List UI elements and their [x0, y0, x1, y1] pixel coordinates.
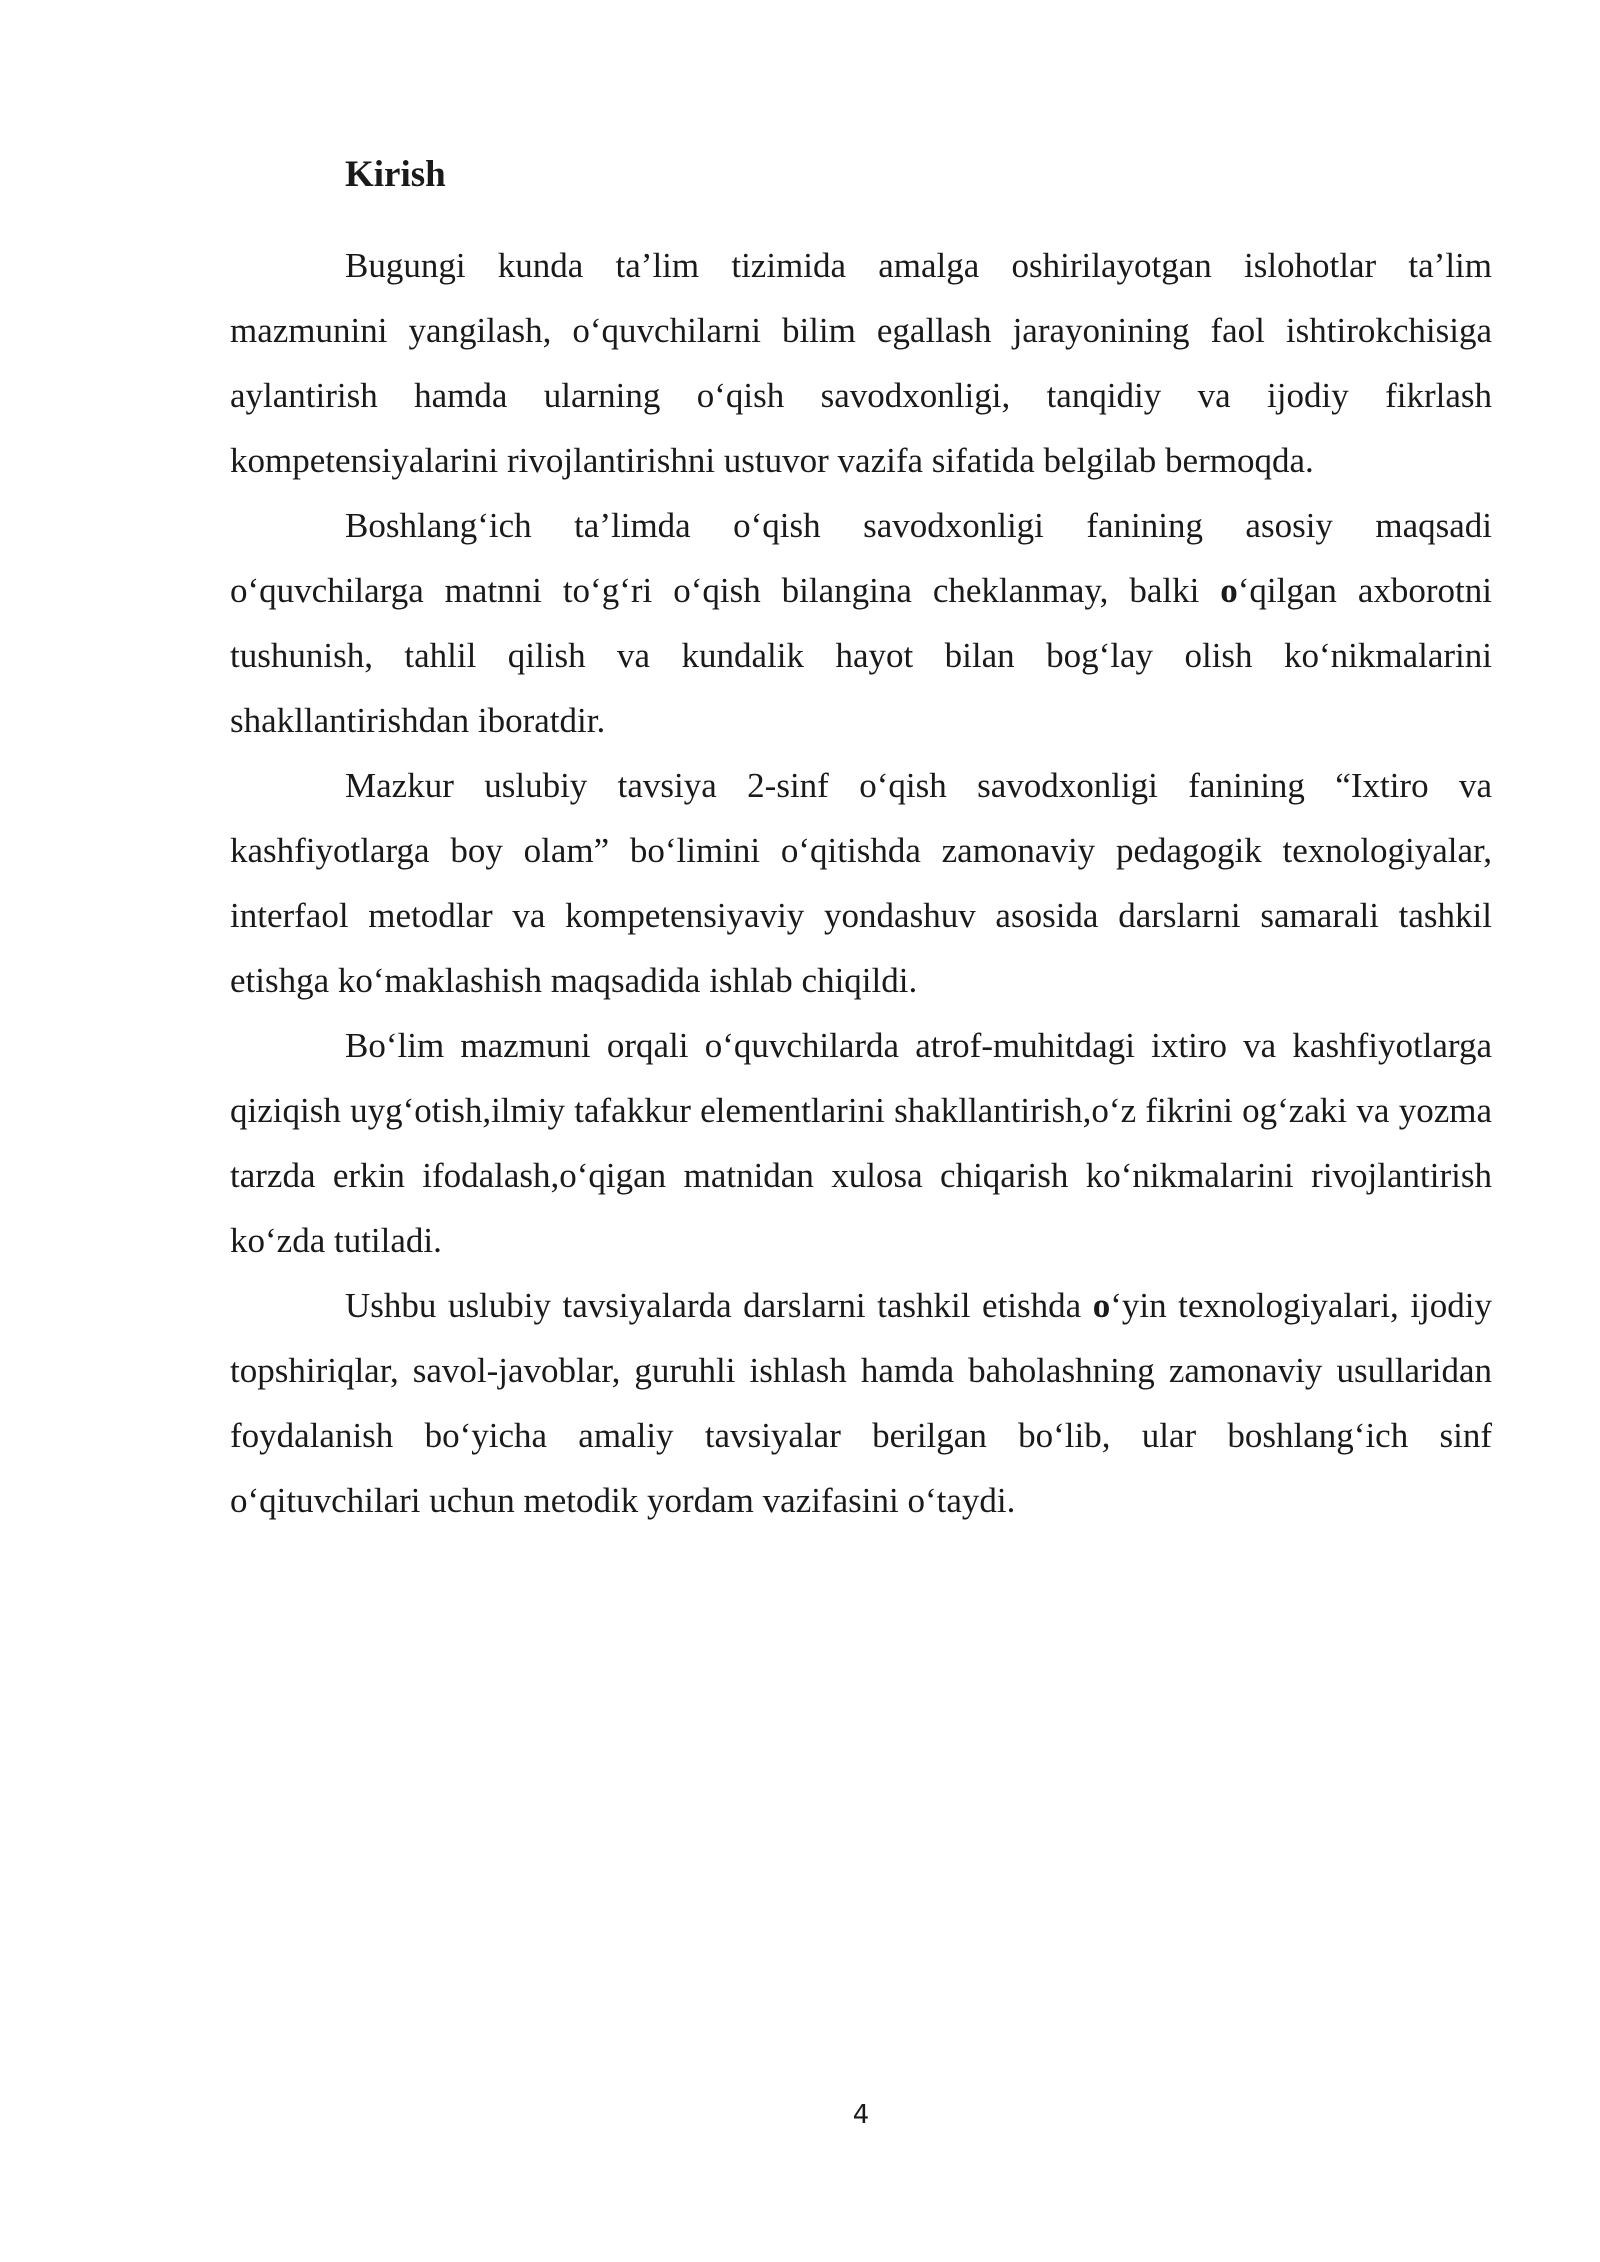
- paragraph-2-text-before: Boshlang‘ich ta’limda o‘qish savodxonligi fanining asosiy maqsadi o‘quvchilarga matnni to‘g‘ri o‘qish bilangina cheklanmay, balki: [230, 506, 1492, 610]
- paragraph-5-bold-letter: o: [1092, 1286, 1111, 1325]
- paragraph-3: [230, 753, 1492, 1013]
- page-number: 4: [852, 2100, 870, 2130]
- section-heading: Kirish: [345, 154, 446, 195]
- paragraph-1-text: Bugungi kunda ta’lim tizimida amalga oshirilayotgan islohotlar ta’lim mazmunini yangilash, o‘quvchilarni bilim egallash jarayonining faol ishtirokchisiga aylantirish hamda ularning o‘qish savodxonligi, tanqidiy va ijodiy fikrlash kompetensiyalarini rivojlantirishni ustuvor vazifa sifatida belgilab bermoqda.: [230, 246, 1492, 480]
- paragraph-5-text-after: ‘yin texnologiyalari, ijodiy topshiriqlar, savol-javoblar, guruhli ishlash hamda baholashning zamonaviy usullaridan foydalanish bo‘yicha amaliy tavsiyalar berilgan bo‘lib, ular boshlang‘ich sinf o‘qituvchilari uchun metodik yordam vazifasini o‘taydi.: [230, 1286, 1493, 1520]
- page-content: [230, 145, 1492, 1533]
- paragraph-2-text-after: ‘qilgan axborotni tushunish, tahlil qilish va kundalik hayot bilan bog‘lay olish ko‘nikmalarini shakllantirishdan iboratdir.: [230, 571, 1493, 740]
- paragraph-3-text: Mazkur uslubiy tavsiya 2-sinf o‘qish savodxonligi fanining “Ixtiro va kashfiyotlarga boy olam” bo‘limini o‘qitishda zamonaviy pedagogik texnologiyalar, interfaol metodlar va kompetensiyaviy yondashuv asosida darslarni samarali tashkil etishga ko‘maklashish maqsadida ishlab chiqildi.: [230, 766, 1492, 1000]
- paragraph-5: [230, 1273, 1492, 1533]
- paragraph-1: [230, 233, 1492, 493]
- paragraph-5-text-before: Ushbu uslubiy tavsiyalarda darslarni tashkil etishda: [345, 1286, 1093, 1325]
- paragraph-2: [230, 493, 1492, 753]
- paragraph-4: [230, 1013, 1492, 1273]
- paragraph-4-text: Bo‘lim mazmuni orqali o‘quvchilarda atrof-muhitdagi ixtiro va kashfiyotlarga qiziqish uyg‘otish,ilmiy tafakkur elementlarini shakllantirish,o‘z fikrini og‘zaki va yozma tarzda erkin ifodalash,o‘qigan matnidan xulosa chiqarish ko‘nikmalarini rivojlantirish ko‘zda tutiladi.: [230, 1026, 1492, 1260]
- paragraph-2-bold-letter: o: [1220, 571, 1238, 610]
